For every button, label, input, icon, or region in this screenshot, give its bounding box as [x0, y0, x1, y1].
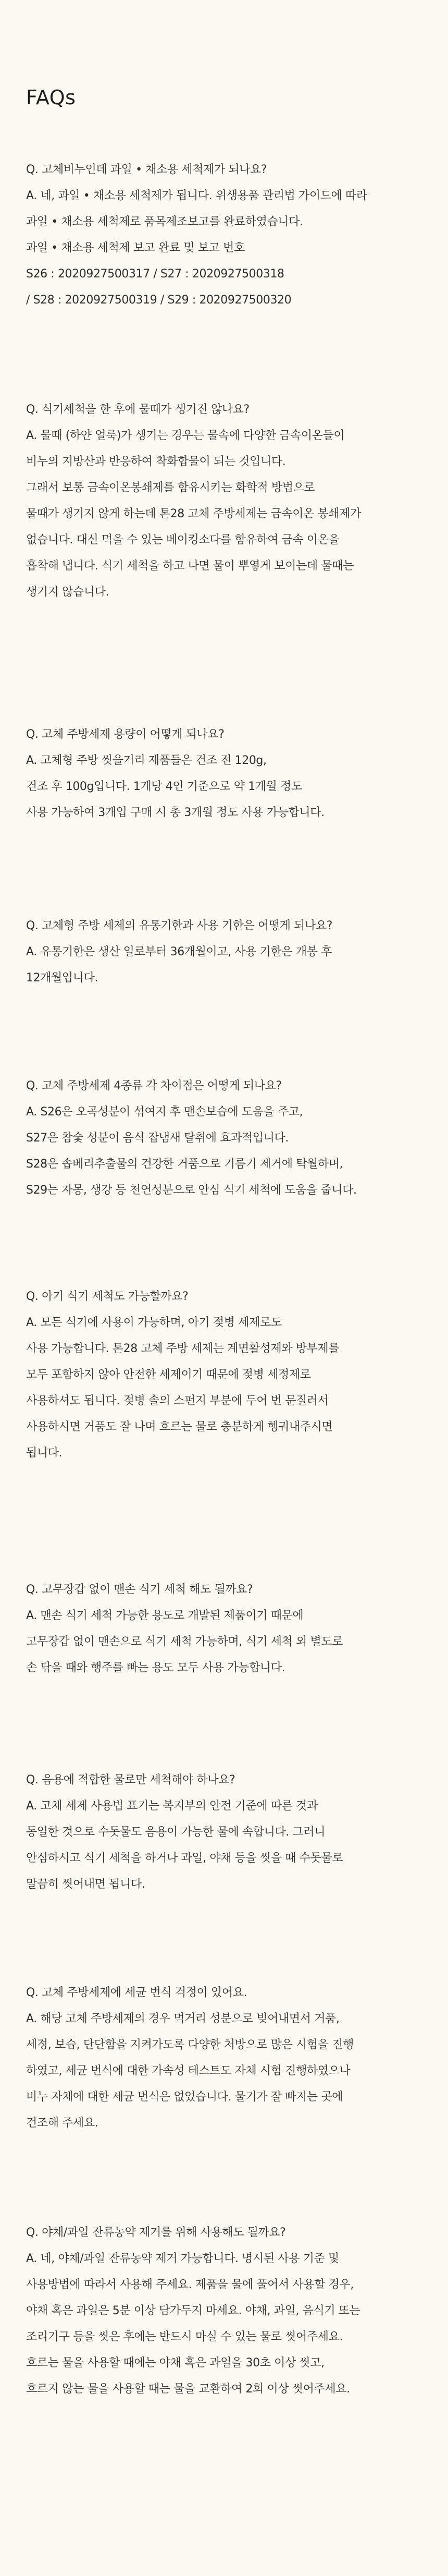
- answer-line: 말끔히 씻어내면 됩니다.: [26, 1878, 145, 1891]
- answer-line: A. 모든 식기에 사용이 가능하며, 아기 젖병 세제로도: [26, 1316, 282, 1329]
- answer-line: A. 네, 과일 • 채소용 세척제가 됩니다. 위생용품 관리법 가이드에 따라: [26, 189, 367, 202]
- answer-line: 과일 • 채소용 세척제로 품목제조보고를 완료하였습니다.: [26, 215, 303, 228]
- answer-line: A. 해당 고체 주방세제의 경우 먹거리 성분으로 빚어내면서 거품,: [26, 2012, 340, 2025]
- faq-item-7: [26, 1577, 432, 1681]
- answer-line: 하였고, 세균 번식에 대한 가속성 테스트도 자체 시험 진행하였으나: [26, 2064, 351, 2077]
- question: Q. 고체 주방세제 용량이 어떻게 되나요?: [26, 728, 225, 741]
- answer-line: 안심하시고 식기 세척을 하거나 과일, 야채 등을 씻을 때 수돗물로: [26, 1852, 343, 1865]
- answer-line: A. 맨손 식기 세척 가능한 용도로 개발된 제품이기 때문에: [26, 1609, 304, 1622]
- answer-line: S27은 참숯 성분이 음식 잡냄새 탈취에 효과적입니다.: [26, 1132, 289, 1145]
- answer-line: 비누의 지방산과 반응하여 착화합물이 되는 것입니다.: [26, 455, 286, 468]
- faq-item-8: [26, 1767, 432, 1898]
- answer-line: S28은 솝베리추출물의 건강한 거품으로 기름기 제거에 탁월하며,: [26, 1158, 343, 1171]
- answer-line: 사용하셔도 됩니다. 젖병 솔의 스펀지 부분에 두어 번 문질러서: [26, 1394, 329, 1407]
- question: Q. 아기 식기 세척도 가능할까요?: [26, 1290, 189, 1303]
- answer-line: A. 유통기한은 생산 일로부터 36개월이고, 사용 기한은 개봉 후: [26, 945, 332, 958]
- answer-line: A. 네, 야채/과일 잔류농약 제거 가능합니다. 명시된 사용 기준 및: [26, 2252, 339, 2265]
- answer-line: S29는 자몽, 생강 등 천연성분으로 안심 식기 세척에 도움을 줍니다.: [26, 1184, 357, 1197]
- answer-line: 없습니다. 대신 먹을 수 있는 베이킹소다를 함유하여 금속 이온을: [26, 533, 340, 546]
- answer-line: S26 : 2020927500317 / S27 : 2020927500318: [26, 268, 284, 281]
- answer-line: A. S26은 오곡성분이 섞여지 후 맨손보습에 도움을 주고,: [26, 1105, 303, 1119]
- faq-item-4: [26, 913, 432, 991]
- question: Q. 고체형 주방 세제의 유통기한과 사용 기한은 어떻게 되나요?: [26, 919, 332, 932]
- faq-item-1: [26, 157, 432, 313]
- answer-line: 비누 자체에 대한 세균 번식은 없었습니다. 물기가 잘 빠지는 곳에: [26, 2091, 343, 2104]
- answer-line: 과일 • 채소용 세척제 보고 완료 및 보고 번호: [26, 241, 245, 254]
- answer-line: 생기지 않습니다.: [26, 586, 109, 599]
- answer-line: / S28 : 2020927500319 / S29 : 2020927500320: [26, 294, 292, 307]
- answer-line: 물때가 생기지 않게 하는데 톤28 고체 주방세제는 금속이온 봉쇄제가: [26, 507, 361, 520]
- answer-line: 그래서 보통 금속이온봉쇄제를 함유시키는 화학적 방법으로: [26, 481, 315, 494]
- answer-line: A. 물때 (하얀 얼룩)가 생기는 경우는 물속에 다양한 금속이온들이: [26, 429, 345, 442]
- answer-line: A. 고체형 주방 씻을거리 제품들은 건조 전 120g,: [26, 754, 267, 767]
- page-title: FAQs: [26, 86, 76, 109]
- answer-line: 흡착해 냅니다. 식기 세척을 하고 나면 물이 뿌옇게 보이는데 물때는: [26, 560, 354, 573]
- answer-line: 조리기구 등을 씻은 후에는 반드시 마실 수 있는 물로 씻어주세요.: [26, 2330, 343, 2343]
- answer-line: 건조 후 100g입니다. 1개당 4인 기준으로 약 1개월 정도: [26, 780, 302, 793]
- answer-line: 모두 포함하지 않아 안전한 세제이기 때문에 젖병 세정제로: [26, 1368, 311, 1381]
- faq-item-9: [26, 1980, 432, 2136]
- answer-line: 고무장갑 없이 맨손으로 식기 세척 가능하며, 식기 세척 외 별도로: [26, 1635, 343, 1648]
- answer-line: 사용하시면 거품도 잘 나며 흐르는 물로 충분하게 헹궈내주시면: [26, 1420, 333, 1433]
- question: Q. 고체 주방세제 4종류 각 차이점은 어떻게 되나요?: [26, 1079, 282, 1092]
- answer-line: 야채 혹은 과일은 5분 이상 담가두지 마세요. 야채, 과일, 음식기 또는: [26, 2304, 360, 2317]
- answer-line: 사용방법에 따라서 사용해 주세요. 제품을 물에 풀어서 사용할 경우,: [26, 2278, 354, 2291]
- question: Q. 음용에 적합한 물로만 세척해야 하나요?: [26, 1773, 235, 1787]
- answer-line: 흐르지 않는 물을 사용할 때는 물을 교환하여 2회 이상 씻어주세요.: [26, 2383, 350, 2396]
- question: Q. 식기세척을 한 후에 물때가 생기진 않나요?: [26, 403, 250, 416]
- faq-item-3: [26, 722, 432, 826]
- question: Q. 고체 주방세제에 세균 번식 걱정이 있어요.: [26, 1986, 247, 1999]
- faq-item-2: [26, 397, 432, 605]
- answer-line: 사용 가능하여 3개입 구매 시 총 3개월 정도 사용 가능합니다.: [26, 806, 325, 819]
- question: Q. 야채/과일 잔류농약 제거를 위해 사용해도 될까요?: [26, 2226, 286, 2239]
- faq-item-10: [26, 2220, 432, 2402]
- question: Q. 고무장갑 없이 맨손 식기 세척 해도 될까요?: [26, 1583, 253, 1596]
- faq-item-6: [26, 1284, 432, 1466]
- answer-line: 손 닦을 때와 행주를 빠는 용도 모두 사용 가능합니다.: [26, 1661, 285, 1674]
- answer-line: 건조해 주세요.: [26, 2117, 98, 2130]
- answer-line: 세정, 보습, 단단함을 지켜가도록 다양한 처방으로 많은 시험을 진행: [26, 2038, 354, 2051]
- answer-line: 사용 가능합니다. 톤28 고체 주방 세제는 계면활성제와 방부제를: [26, 1342, 340, 1355]
- faq-item-5: [26, 1073, 432, 1204]
- question: Q. 고체비누인데 과일 • 채소용 세척제가 되나요?: [26, 163, 267, 176]
- answer-line: 흐르는 물을 사용할 때에는 야채 혹은 과일을 30초 이상 씻고,: [26, 2356, 325, 2370]
- answer-line: 됩니다.: [26, 1447, 63, 1460]
- answer-line: 12개월입니다.: [26, 971, 98, 985]
- answer-line: A. 고체 세제 사용법 표기는 복지부의 안전 기준에 따른 것과: [26, 1800, 318, 1813]
- answer-line: 동일한 것으로 수돗물도 음용이 가능한 물에 속합니다. 그러니: [26, 1826, 326, 1839]
